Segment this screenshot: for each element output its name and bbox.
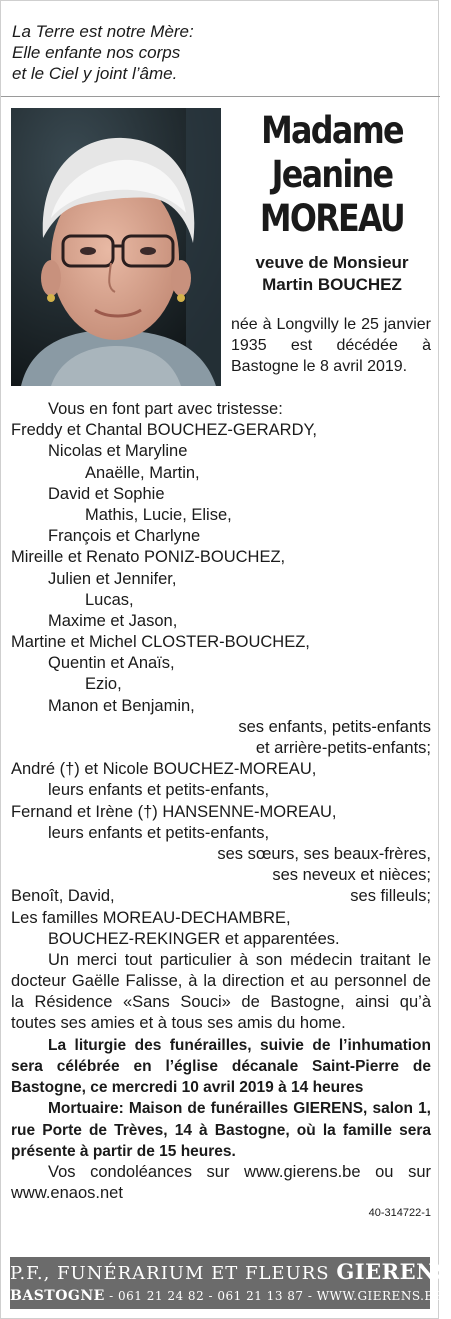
banner-line-1 (10, 1259, 451, 1287)
family-line: Quentin et Anaïs, (48, 654, 175, 673)
godchildren-names: Benoît, David, (11, 887, 115, 906)
banner-city: BASTOGNE (10, 1288, 105, 1304)
name-first: Jeanine (271, 153, 393, 196)
family-list (11, 399, 431, 886)
godchildren-line (11, 886, 431, 907)
poem-line: et le Ciel y joint l’âme. (12, 64, 178, 83)
family-line: Nicolas et Maryline (48, 442, 188, 461)
family-line: David et Sophie (48, 484, 165, 503)
family-line: Mireille et Renato PONIZ-BOUCHEZ, (11, 548, 286, 567)
birth-death-text: née à Longvilly le 25 janvier 1935 est décédée à Bastogne le 8 avril 2019. (231, 316, 431, 375)
family-line: ses sœurs, ses beaux-frères, (217, 844, 431, 863)
name-last: MOREAU (259, 197, 405, 240)
notice-body (11, 399, 431, 1221)
thanks-paragraph: Un merci tout particulier à son médecin traitant le docteur Gaëlle Falisse, à la direction et au personnel de la Résidence «Sans Souci» de Bastogne, ainsi qu’à toutes ses amies et à tous ses amis du home. (11, 950, 431, 1033)
portrait-illustration (11, 108, 221, 386)
poem-line: Elle enfante nos corps (12, 43, 181, 62)
banner-services: P.F., FUNÉRARIUM ET FLEURS (10, 1263, 330, 1284)
families-line: BOUCHEZ-REKINGER et apparentées. (48, 929, 340, 948)
family-line: Mathis, Lucie, Elise, (85, 505, 232, 524)
banner-contacts: - 061 21 24 82 - 061 21 13 87 - WWW.GIERENS.BE (109, 1289, 444, 1303)
divider (1, 96, 440, 97)
family-line: François et Charlyne (48, 527, 201, 546)
family-line: ses enfants, petits-enfants (238, 717, 431, 736)
banner-brand: GIERENS (336, 1259, 451, 1284)
portrait-photo (11, 108, 221, 386)
name-title: Madame (261, 109, 403, 152)
family-line: leurs enfants et petits-enfants, (48, 823, 270, 842)
family-line: leurs enfants et petits-enfants, (48, 781, 270, 800)
family-line: Lucas, (85, 590, 134, 609)
family-line: Maxime et Jason, (48, 611, 178, 630)
family-line: Freddy et Chantal BOUCHEZ-GERARDY, (11, 421, 317, 440)
widow-line: veuve de Monsieur (255, 253, 409, 272)
widow-of (226, 252, 438, 296)
widow-line: Martin BOUCHEZ (262, 275, 402, 294)
family-line: Vous en font part avec tristesse: (48, 400, 283, 418)
banner-line-2 (10, 1287, 444, 1305)
funeral-home-banner (10, 1257, 451, 1309)
family-line: Fernand et Irène (†) HANSENNE-MOREAU, (11, 802, 337, 821)
mortuary-paragraph: Mortuaire: Maison de funérailles GIERENS, salon 1, rue Porte de Trèves, 14 à Bastogne, où la famille sera présente à partir de 15 heures. (11, 1100, 431, 1160)
reference-number: 40-314722-1 (368, 1207, 431, 1220)
family-line: André (†) et Nicole BOUCHEZ-MOREAU, (11, 760, 317, 779)
family-line: Manon et Benjamin, (48, 696, 195, 715)
liturgy-paragraph: La liturgie des funérailles, suivie de l’inhumation sera célébrée en l’église décanale Saint-Pierre de Bastogne, ce mercredi 10 avril 2019 à 14 heures (11, 1036, 431, 1097)
families-line: Les familles MOREAU-DECHAMBRE, (11, 908, 291, 927)
deceased-name (241, 109, 423, 241)
condolences-paragraph: Vos condoléances sur www.gierens.be ou sur www.enaos.net (11, 1162, 431, 1203)
poem-line: La Terre est notre Mère: (12, 22, 194, 41)
family-line: Martine et Michel CLOSTER-BOUCHEZ, (11, 633, 310, 652)
poem (12, 21, 194, 84)
family-line: Julien et Jennifer, (48, 569, 177, 588)
family-line: ses neveux et nièces; (272, 866, 431, 885)
godchildren-label: ses filleuls; (350, 887, 431, 906)
family-line: et arrière-petits-enfants; (255, 739, 431, 757)
family-line: Anaëlle, Martin, (85, 463, 200, 482)
family-line: Ezio, (85, 675, 122, 694)
